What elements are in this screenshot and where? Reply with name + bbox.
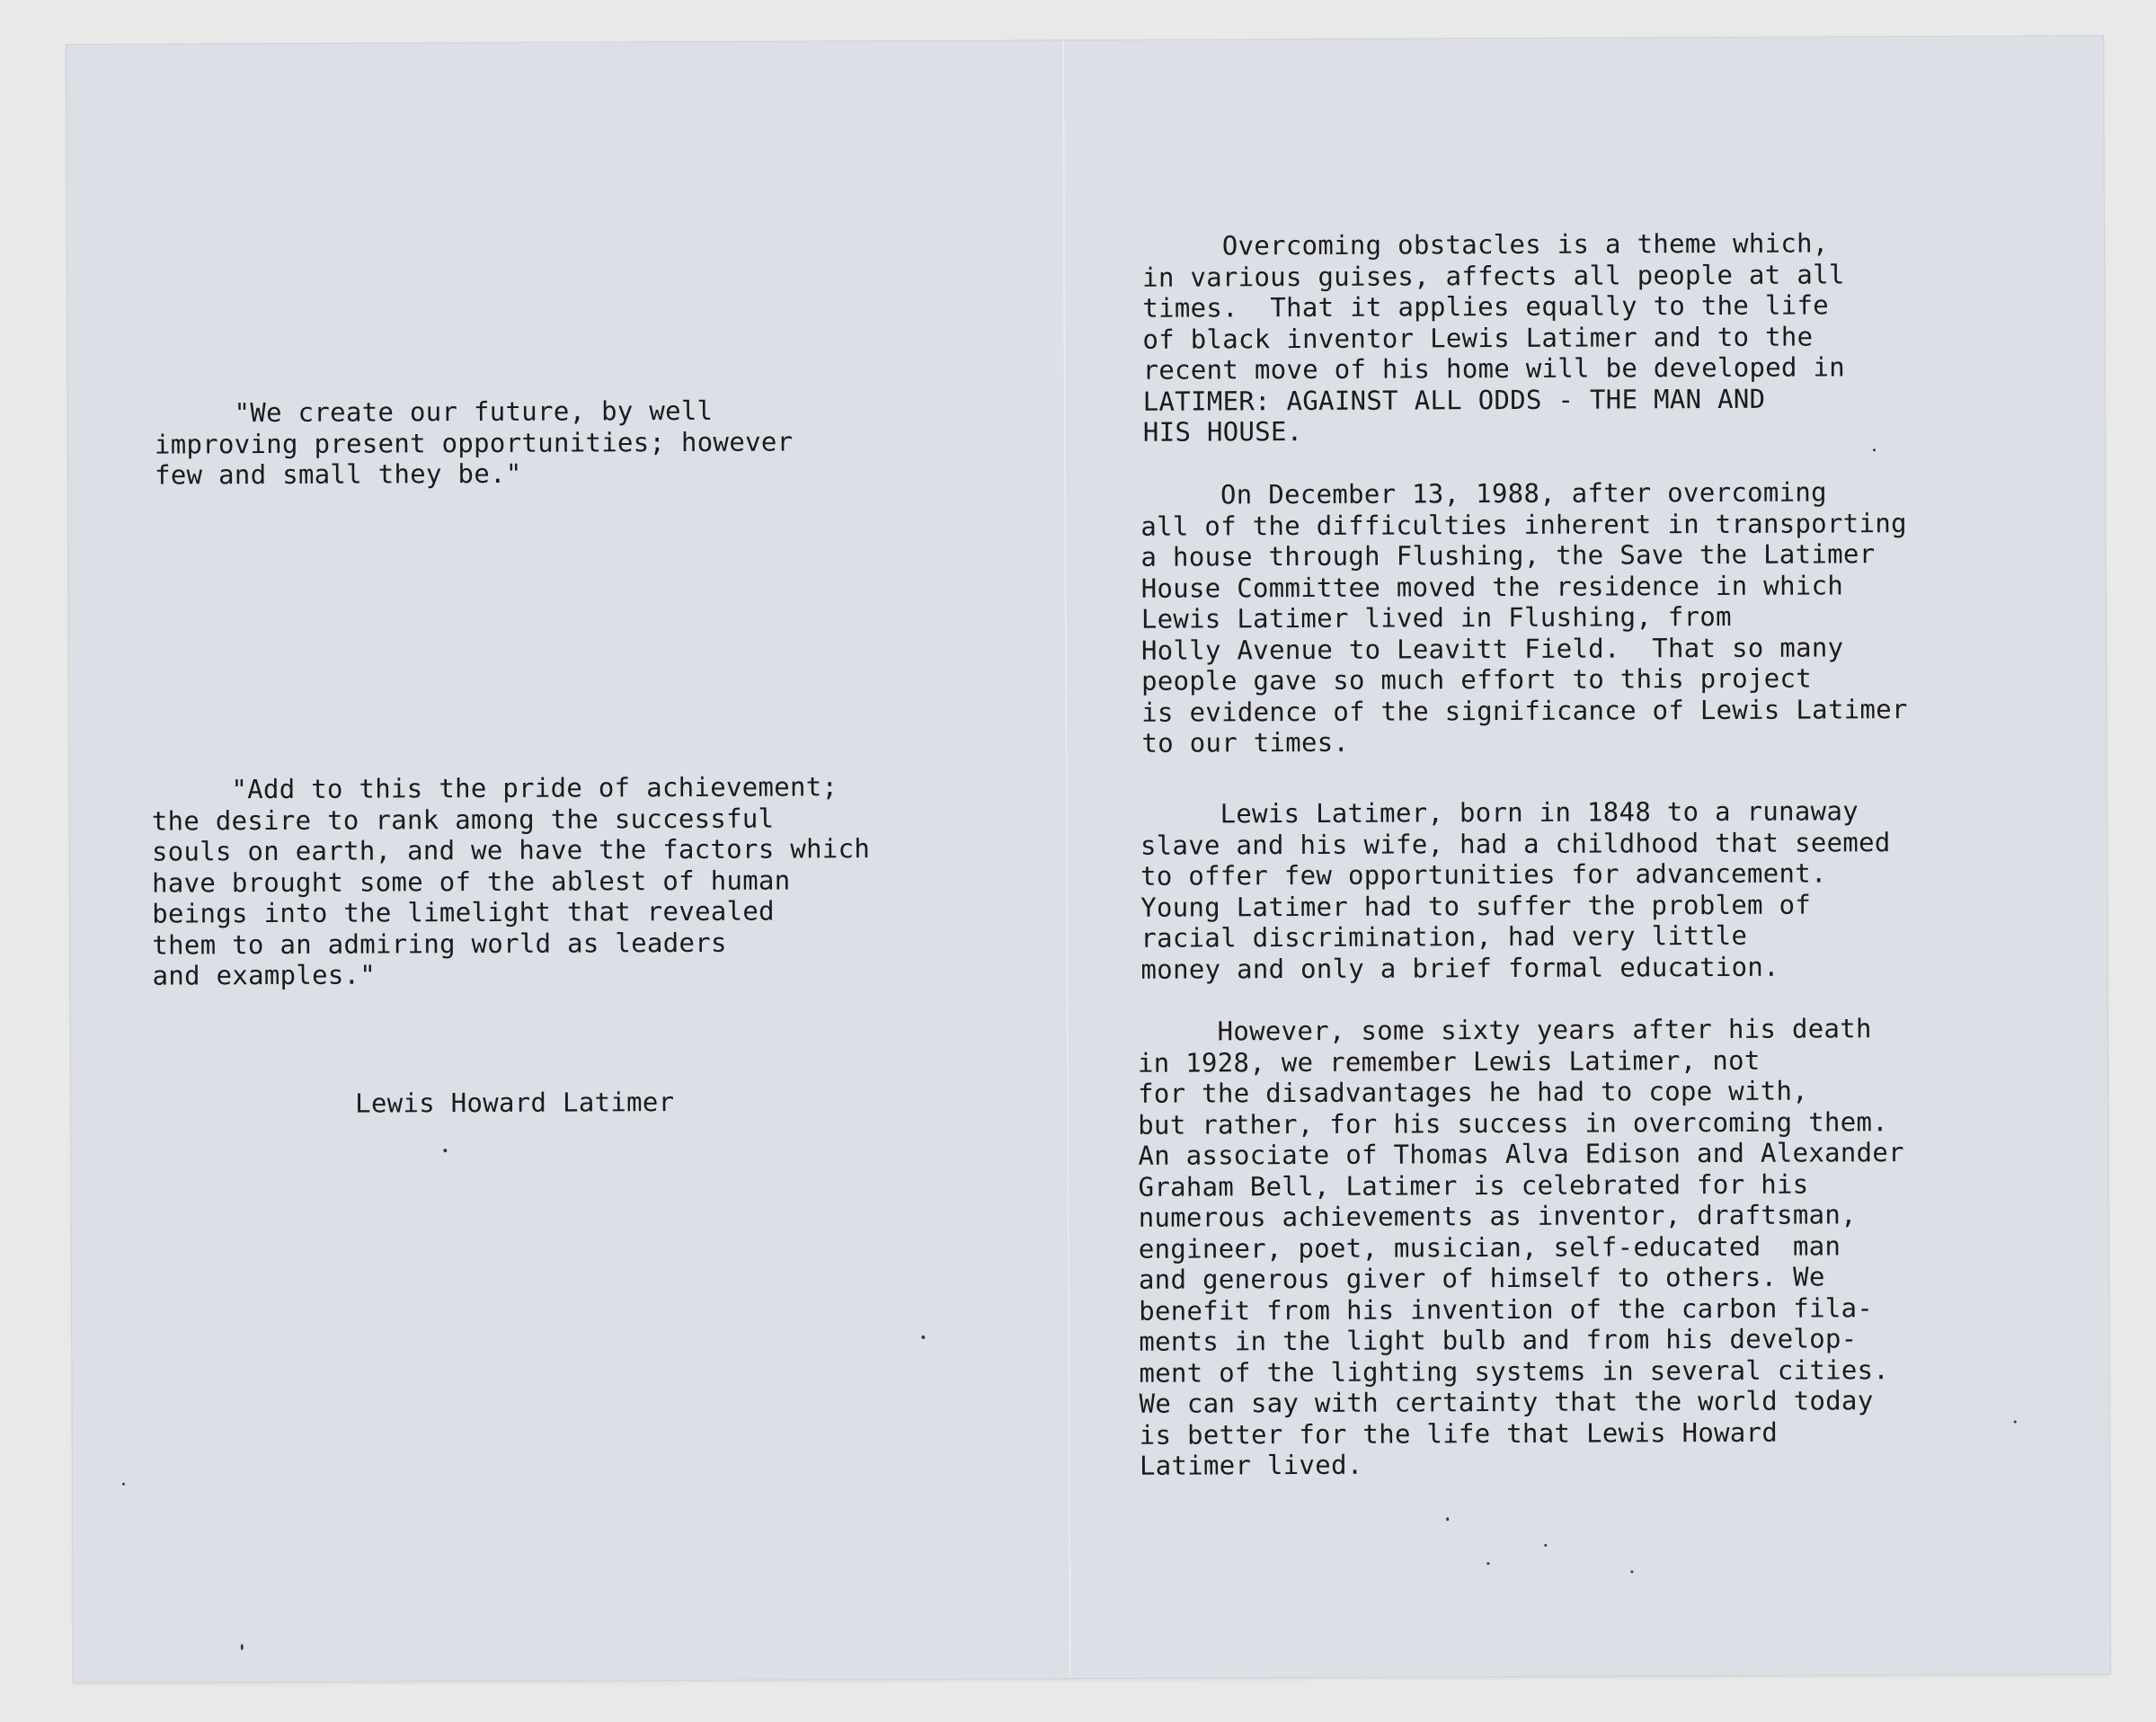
quote-attribution: Lewis Howard Latimer	[355, 1087, 675, 1119]
document-sheet	[67, 36, 2110, 1682]
paper-speck	[1446, 1517, 1449, 1521]
paper-speck	[122, 1483, 125, 1486]
paper-speck	[921, 1336, 925, 1339]
paragraph-overcoming-obstacles: Overcoming obstacles is a theme which, in various guises, affects all people at all times. That it applies equally to the life of black inventor Lewis Latimer and to the recent move of his home will be developed in LATIMER: AGAINST ALL ODDS - THE MAN AND HIS HOUSE.	[1141, 227, 1846, 448]
paragraph-legacy: However, some sixty years after his death in 1928, we remember Lewis Latimer, not for the disadvantages he had to cope with, but rather, for his success in overcoming them. An associate of Thomas Alva Edison and Alexander Graham Bell, Latimer is celebrated for his numerous achievements as inventor, draftsman, engineer, poet, musician, self-educated man and generous giver of himself to others. We benefit from his invention of the carbon fila- ments in the light bulb and from his develop- ment of the lighting systems in several cities. We can say with certainty that the world today is better for the life that Lewis Howard Latimer lived.	[1137, 1013, 1904, 1481]
quote-future: "We create our future, by well improving present opportunities; however few and small they be."	[154, 395, 794, 491]
page-fold	[1062, 40, 1071, 1678]
paper-speck	[1630, 1570, 1633, 1573]
quote-achievement: "Add to this the pride of achievement; the desire to rank among the successful souls on earth, and we have the factors which have brought some of the ablest of human beings into the limelight that revealed them to an admiring world as leaders and examples."	[151, 771, 871, 991]
paper-speck	[1544, 1544, 1547, 1547]
paragraph-childhood: Lewis Latimer, born in 1848 to a runaway slave and his wife, had a childhood that seemed to offer few opportunities for advancement. Young Latimer had to suffer the problem of racial discrimination, had very little money and only a brief formal education.	[1140, 795, 1891, 985]
paper-speck	[2014, 1421, 2017, 1424]
paragraph-house-move: On December 13, 1988, after overcoming all of the difficulties inherent in transporting a house through Flushing, the Save the Latimer House Committee moved the residence in which Lewis Latimer lived in Flushing, from Holly Avenue to Leavitt Field. That so many people gave so much effort to this project is evidence of the significance of Lewis Latimer to our times.	[1140, 476, 1908, 759]
paper-speck	[1486, 1562, 1489, 1565]
paper-speck	[1873, 448, 1876, 451]
paper-speck	[241, 1644, 244, 1650]
paper-speck	[443, 1149, 447, 1152]
